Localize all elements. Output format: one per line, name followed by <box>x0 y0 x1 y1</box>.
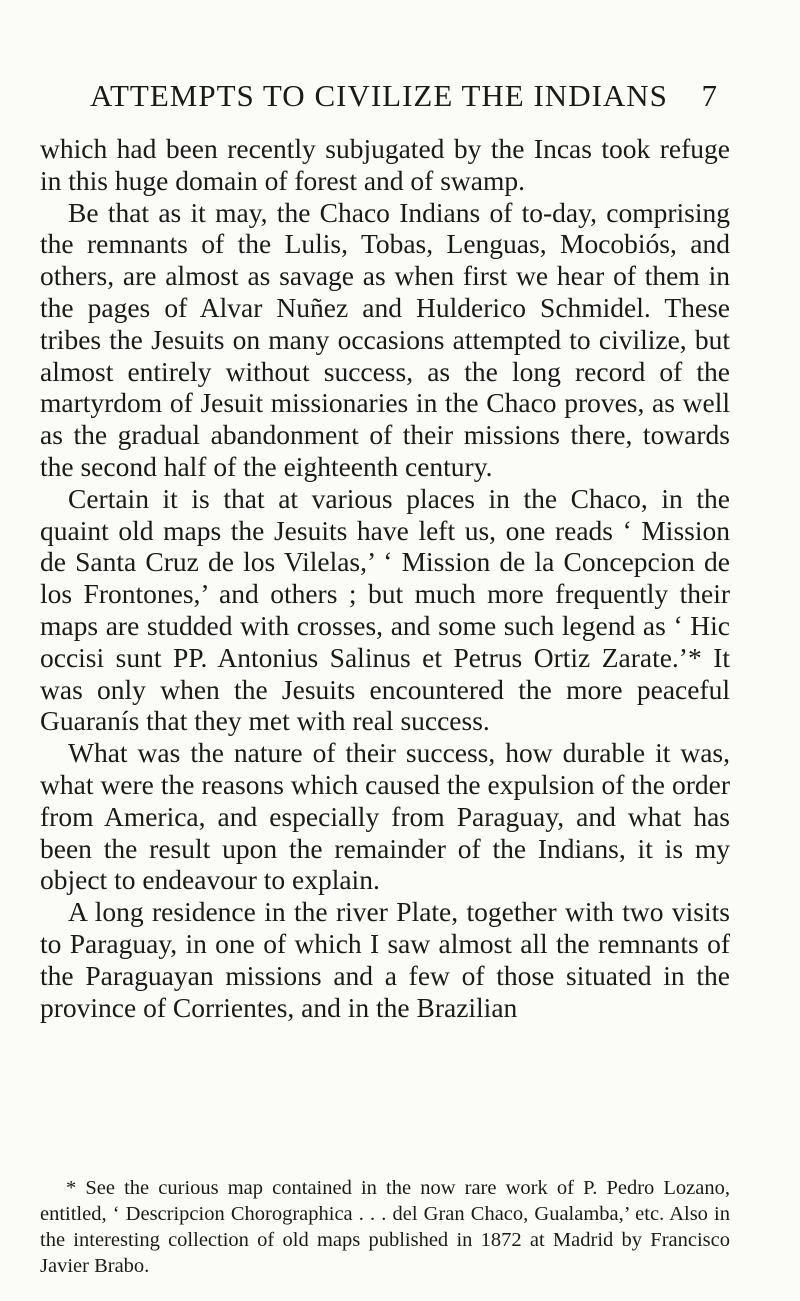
body-text <box>40 133 730 1023</box>
paragraph-residence: A long residence in the river Plate, together with two visits to Paraguay, in one of which I saw almost all the remnants of the Paraguayan missions and a few of those situated in the province of Corrientes, and in the Brazilian <box>40 896 730 1023</box>
paragraph-object: What was the nature of their success, how durable it was, what were the reasons which caused the expulsion of the order from America, and especially from Paraguay, and what has been the result upon the remainder of the Indians, it is my object to endeavour to explain. <box>40 737 730 896</box>
paragraph-continuation: which had been recently subjugated by the Incas took refuge in this huge domain of forest and of swamp. <box>40 133 730 196</box>
footnote: * See the curious map contained in the now rare work of P. Pedro Lozano, entitled, ‘ Descripcion Chorographica . . . del Gran Chaco, Gualamba,’ etc. Also in the interesting collection of old maps published in 1872 at Madrid by Francisco Javier Brabo. <box>40 1177 730 1277</box>
page-number: 7 <box>701 78 718 113</box>
running-head <box>90 78 718 118</box>
running-head-title: ATTEMPTS TO CIVILIZE THE INDIANS <box>90 78 668 113</box>
paragraph-jesuit-maps: Certain it is that at various places in the Chaco, in the quaint old maps the Jesuits have left us, one reads ‘ Mission de Santa Cruz de los Vilelas,’ ‘ Mission de la Concepcion de los Frontones,’ and others ; but much more frequently their maps are studded with crosses, and some such legend as ‘ Hic occisi sunt PP. Antonius Salinus et Petrus Ortiz Zarate.’* It was only when the Jesuits encountered the more peaceful Guaranís that they met with real success. <box>40 482 730 737</box>
paragraph-chaco-indians: Be that as it may, the Chaco Indians of to-day, comprising the remnants of the Lulis, Tobas, Lenguas, Mocobiós, and others, are almost as savage as when first we hear of them in the pages of Alvar Nuñez and Hulderico Schmidel. These tribes the Jesuits on many occasions attempted to civilize, but almost entirely without success, as the long record of the martyrdom of Jesuit missionaries in the Chaco proves, as well as the gradual abandonment of their missions there, towards the second half of the eighteenth century. <box>40 196 730 482</box>
